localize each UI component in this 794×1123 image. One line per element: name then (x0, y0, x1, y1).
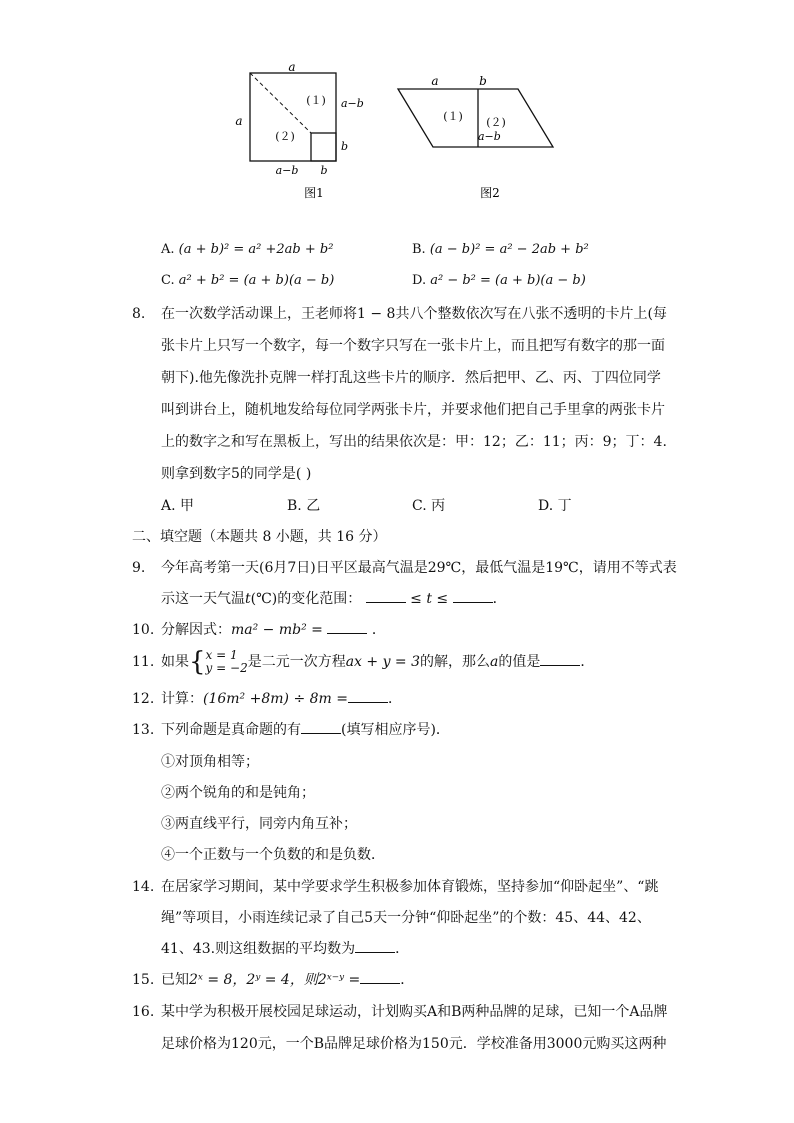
q9-line-1: 今年高考第一天(6月7日)日平区最高气温是29℃，最低气温是19℃，请用不等式表 (161, 560, 677, 576)
q14-line-3: 41、43.则这组数据的平均数为 ． (161, 941, 410, 957)
q9-line-2: 示这一天气温t(℃)的变化范围： ≤ t ≤ ． (161, 591, 507, 607)
q14-line-2: 绳”等项目，小雨连续记录了自己5天一分钟“仰卧起坐”的个数：45、44、42、 (161, 910, 651, 926)
q7-option-a[interactable]: A. (a + b)² = a² +2ab + b² (161, 242, 334, 257)
q15-line: 已知2ˣ = 8，2ʸ = 4，则2ˣ⁻ʸ = ． (161, 972, 415, 988)
q13-item-4: ④一个正数与一个负数的和是负数． (161, 847, 385, 863)
fig2-label-b: b (479, 74, 487, 88)
figure-2 (398, 74, 553, 200)
q15-number: 15. (132, 972, 155, 988)
figure-1 (235, 60, 363, 200)
q8-line-1: 在一次数学活动课上，王老师将1 − 8共八个整数依次写在八张不透明的卡片上(每 (161, 306, 667, 322)
fig1-label-top: a (288, 60, 296, 74)
geometry-figures (225, 55, 585, 205)
q16-number: 16. (132, 1004, 155, 1020)
q7-option-b[interactable]: B. (a − b)² = a² − 2ab + b² (412, 242, 589, 257)
fig1-label-bottom-right: b (320, 164, 328, 177)
q7-option-c[interactable]: C. a² + b² = (a + b)(a − b) (161, 273, 335, 288)
fig2-region-2: (２) (486, 116, 506, 129)
q7-option-d-formula: a² − b² = (a + b)(a − b) (430, 273, 586, 288)
q8-line-4: 叫到讲台上，随机地发给每位同学两张卡片，并要求他们把自己手里拿的两张卡片 (161, 402, 665, 418)
q8-line-6: 则拿到数字5的同学是( ) (161, 466, 312, 482)
q14-line-1: 在居家学习期间，某中学要求学生积极参加体育锻炼，坚持参加“仰卧起坐”、“跳 (161, 879, 659, 895)
q11-system: x = 1 y = −2 (205, 648, 248, 675)
fig1-region-1: (１) (306, 94, 326, 107)
q12-blank[interactable] (348, 690, 388, 703)
fig1-label-right-bottom: b (341, 140, 349, 153)
q7-option-a-formula: (a + b)² = a² +2ab + b² (178, 242, 334, 257)
q8-line-2: 张卡片上只写一个数字，每一个数字只写在一张卡片上，而且把写有数字的那一面 (161, 338, 665, 354)
section-2-title: 二、填空题（本题共 8 小题，共 16 分） (132, 529, 387, 545)
q9-number: 9. (132, 560, 146, 576)
q13-item-3: ③两直线平行，同旁内角互补； (161, 816, 357, 832)
fig1-label-bottom-left: a−b (275, 164, 299, 177)
q8-option-c[interactable]: C. 丙 (412, 498, 446, 514)
q16-line-1: 某中学为积极开展校园足球运动，计划购买A和B两种品牌的足球，已知一个A品牌 (161, 1004, 668, 1020)
q7-option-b-formula: (a − b)² = a² − 2ab + b² (429, 242, 589, 257)
q10-number: 10. (132, 622, 155, 638)
q8-option-b[interactable]: B. 乙 (287, 498, 321, 514)
fig2-region-1: (１) (443, 110, 463, 123)
q8-option-d[interactable]: D. 丁 (538, 498, 572, 514)
q11-number: 11. (132, 654, 155, 670)
fig1-caption: 图1 (304, 186, 324, 200)
q8-line-5: 上的数字之和写在黑板上，写出的结果依次是：甲：12；乙：11；丙：9；丁：4. (161, 434, 667, 450)
q16-line-2: 足球价格为120元，一个B品牌足球价格为150元．学校准备用3000元购买这两种 (161, 1036, 667, 1052)
q13-item-2: ②两个锐角的和是钝角； (161, 785, 315, 801)
fig1-label-left: a (235, 114, 243, 128)
q12-line: 计算：(16m² +8m) ÷ 8m = ． (161, 691, 402, 707)
q9-blank-2[interactable] (453, 590, 493, 603)
q13-number: 13. (132, 722, 155, 738)
q8-line-3: 朝下).他先像洗扑克牌一样打乱这些卡片的顺序．然后把甲、乙、丙、丁四位同学 (161, 370, 661, 386)
fig1-label-right-top: a−b (341, 97, 364, 110)
q7-option-d[interactable]: D. a² − b² = (a + b)(a − b) (412, 273, 586, 288)
fig1-region-2: (２) (275, 130, 295, 143)
fig2-caption: 图2 (480, 186, 500, 200)
q10-line: 分解因式：ma² − mb² = ． (161, 622, 386, 638)
q12-number: 12. (132, 691, 155, 707)
q13-stem: 下列命题是真命题的有 (填写相应序号)． (161, 722, 450, 738)
q11-line: 如果{ x = 1 y = −2 是二元一次方程ax + y = 3的解，那么a的值是 ． (161, 647, 595, 677)
q14-number: 14. (132, 879, 155, 895)
q13-item-1: ①对顶角相等； (161, 754, 259, 770)
q15-blank[interactable] (360, 971, 400, 984)
q9-blank-1[interactable] (366, 590, 406, 603)
q7-option-c-formula: a² + b² = (a + b)(a − b) (178, 273, 335, 288)
q13-blank[interactable] (301, 721, 341, 734)
q11-blank[interactable] (540, 653, 580, 666)
fig2-label-a: a (431, 74, 439, 88)
q8-number: 8. (132, 306, 146, 322)
fig2-label-inner: a−b (478, 130, 501, 143)
q10-blank[interactable] (327, 621, 367, 634)
q14-blank[interactable] (355, 940, 395, 953)
q8-option-a[interactable]: A. 甲 (161, 498, 195, 514)
